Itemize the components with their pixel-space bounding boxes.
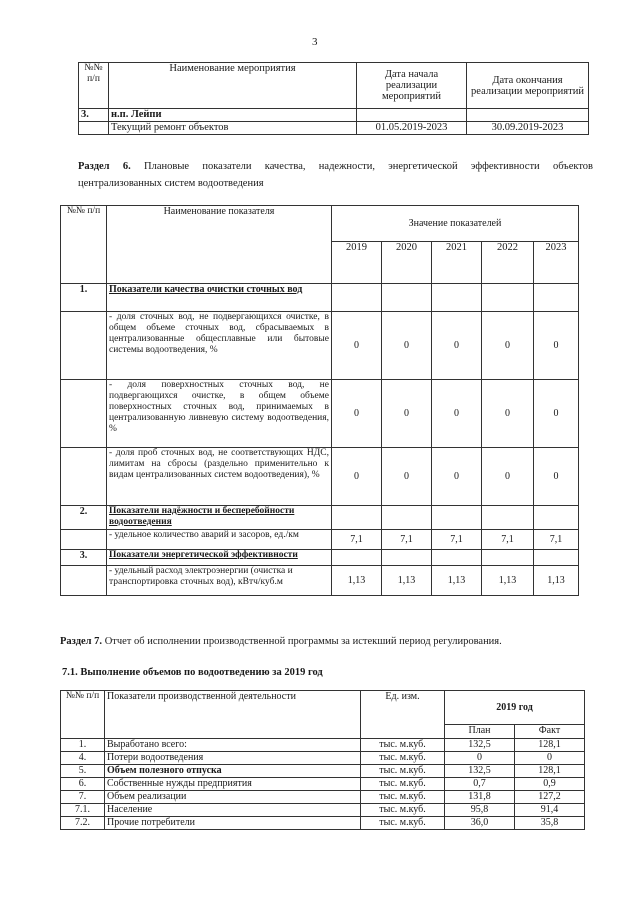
table-cell-value: 0 [482, 312, 534, 380]
volumes-table [60, 690, 585, 830]
table-row-name: Выработано всего: [105, 739, 361, 752]
table-row-num: 7. [61, 791, 105, 804]
table-row-fact: 127,2 [515, 791, 585, 804]
table-row-unit: тыс. м.куб. [361, 817, 445, 830]
table-cell-value: 1,13 [432, 566, 482, 596]
table-row-num: 3. [61, 550, 107, 566]
table-cell-value: 0 [332, 312, 382, 380]
col-start-header: Дата начала реализации мероприятий [357, 63, 467, 109]
table-row-plan: 132,5 [445, 739, 515, 752]
table-row-unit: тыс. м.куб. [361, 739, 445, 752]
table-cell-value: 0 [382, 448, 432, 506]
year-2021: 2021 [432, 242, 482, 284]
table-row-unit: тыс. м.куб. [361, 778, 445, 791]
col-num-header: №№ п/п [79, 63, 109, 109]
section6-heading [78, 158, 593, 192]
table-row-name: - удельный расход электроэнергии (очистка и транспортировка сточных вод), кВтч/куб.м [107, 566, 332, 596]
table-cell-value: 0 [534, 448, 579, 506]
table-row-name: Показатели надёжности и бесперебойности водоотведения [107, 506, 332, 530]
table-cell-value: 7,1 [382, 530, 432, 550]
ind-name-header: Наименование показателя [107, 206, 332, 284]
year-2019: 2019 [332, 242, 382, 284]
table-row-fact: 128,1 [515, 765, 585, 778]
section7-subheading: 7.1. Выполнение объемов по водоотведению за 2019 год [62, 667, 323, 678]
table-cell-value: 0 [382, 380, 432, 448]
table-cell-value: 7,1 [482, 530, 534, 550]
table-row-unit: тыс. м.куб. [361, 765, 445, 778]
table-row-name: Прочие потребители [105, 817, 361, 830]
table-row-name: Объем полезного отпуска [105, 765, 361, 778]
col-name-header: Наименование мероприятия [109, 63, 357, 109]
table-row-unit: тыс. м.куб. [361, 791, 445, 804]
table-row-name: - доля поверхностных сточных вод, не подвергающихся очистке, в общем объеме поверхностных сточных вод, принимаемых в централизованную ливневую систему водоотведения, % [107, 380, 332, 448]
table-row-fact: 128,1 [515, 739, 585, 752]
table-row-fact: 91,4 [515, 804, 585, 817]
measures-table [78, 62, 589, 135]
vol-fact-header: Факт [515, 725, 585, 739]
table-cell-value: 0 [432, 448, 482, 506]
table-cell-value: 7,1 [332, 530, 382, 550]
vol-name-header: Показатели производственной деятельности [105, 691, 361, 739]
section6-text: Плановые показатели качества, надежности, энергетической эффективности объектов централизованных систем водоотведения [78, 161, 594, 189]
section7-text: Отчет об исполнении производственной программы за истекший период регулирования. [104, 636, 502, 647]
year-2022: 2022 [482, 242, 534, 284]
table-row-num: 2. [61, 506, 107, 530]
vol-unit-header: Ед. изм. [361, 691, 445, 739]
vol-plan-header: План [445, 725, 515, 739]
ind-values-header: Значение показателей [332, 206, 579, 242]
table-row-fact: 0 [515, 752, 585, 765]
table-row-name: - доля сточных вод, не подвергающихся очистке, в общем объеме сточных вод, сбрасываемых в централизованные общесплавные или бытовые системы водоотведения, % [107, 312, 332, 380]
table-cell-value: 1,13 [332, 566, 382, 596]
section-name: н.п. Лейпи [109, 109, 357, 122]
table-row-plan: 0 [445, 752, 515, 765]
section-num: 3. [79, 109, 109, 122]
table-row-plan: 36,0 [445, 817, 515, 830]
table-cell-value: 0 [332, 380, 382, 448]
table-cell-value: 0 [432, 312, 482, 380]
table-cell-value: 0 [482, 380, 534, 448]
year-2020: 2020 [382, 242, 432, 284]
table-row-name: - удельное количество аварий и засоров, ед./км [107, 530, 332, 550]
table-row-name: Собственные нужды предприятия [105, 778, 361, 791]
table-row-num: 4. [61, 752, 105, 765]
year-2023: 2023 [534, 242, 579, 284]
measure-end: 30.09.2019-2023 [467, 122, 589, 135]
table-row-fact: 35,8 [515, 817, 585, 830]
measure-start: 01.05.2019-2023 [357, 122, 467, 135]
table-row-unit: тыс. м.куб. [361, 804, 445, 817]
section6-prefix: Раздел 6. [78, 161, 131, 172]
table-cell-value: 1,13 [482, 566, 534, 596]
table-row-num: 7.2. [61, 817, 105, 830]
table-row-num: 7.1. [61, 804, 105, 817]
section7-prefix: Раздел 7. [60, 636, 103, 647]
table-row-plan: 95,8 [445, 804, 515, 817]
section7-heading [60, 636, 600, 647]
table-row-plan: 0,7 [445, 778, 515, 791]
page-number: 3 [312, 36, 318, 48]
table-cell-value: 7,1 [534, 530, 579, 550]
ind-num-header: №№ п/п [61, 206, 107, 284]
indicators-table [60, 205, 579, 596]
table-row-name: Показатели качества очистки сточных вод [107, 284, 332, 312]
table-row-name: Показатели энергетической эффективности [107, 550, 332, 566]
table-row-name: Население [105, 804, 361, 817]
col-end-header: Дата окончания реализации мероприятий [467, 63, 589, 109]
table-cell-value: 0 [534, 380, 579, 448]
table-cell-value: 1,13 [382, 566, 432, 596]
table-cell-value: 0 [332, 448, 382, 506]
vol-num-header: №№ п/п [61, 691, 105, 739]
table-cell-value: 0 [382, 312, 432, 380]
table-row-plan: 132,5 [445, 765, 515, 778]
table-cell-value: 0 [482, 448, 534, 506]
table-row-unit: тыс. м.куб. [361, 752, 445, 765]
table-cell-value: 0 [432, 380, 482, 448]
table-row-num: 1. [61, 739, 105, 752]
table-row-name: Объем реализации [105, 791, 361, 804]
table-cell-value: 1,13 [534, 566, 579, 596]
table-row-name: - доля проб сточных вод, не соответствующих НДС, лимитам на сбросы (раздельно применительно к видам централизованных систем водоотведения), % [107, 448, 332, 506]
table-row-fact: 0,9 [515, 778, 585, 791]
measure-name: Текущий ремонт объектов [109, 122, 357, 135]
table-row-name: Потери водоотведения [105, 752, 361, 765]
table-cell-value: 7,1 [432, 530, 482, 550]
table-row-num: 6. [61, 778, 105, 791]
table-row-plan: 131,8 [445, 791, 515, 804]
table-cell-value: 0 [534, 312, 579, 380]
table-row-num: 5. [61, 765, 105, 778]
vol-year-header: 2019 год [445, 691, 585, 725]
table-row-num: 1. [61, 284, 107, 312]
